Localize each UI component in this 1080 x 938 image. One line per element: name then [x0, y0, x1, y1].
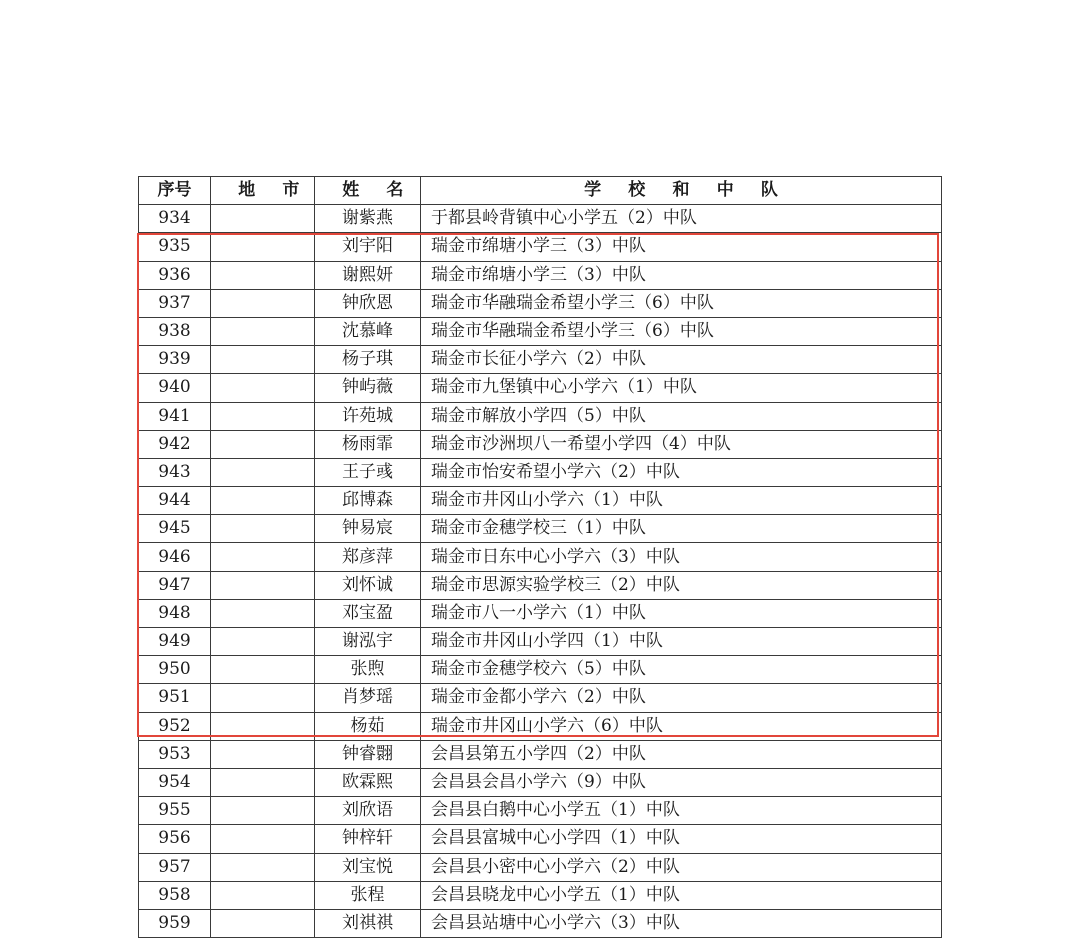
table-row [139, 374, 942, 402]
row-city [211, 233, 315, 261]
row-name: 谢泓宇 [315, 628, 421, 656]
row-name: 张煦 [315, 656, 421, 684]
row-school: 瑞金市怡安希望小学六（2）中队 [421, 458, 942, 486]
table-row [139, 317, 942, 345]
row-name: 杨雨霏 [315, 430, 421, 458]
row-city [211, 543, 315, 571]
row-school: 瑞金市井冈山小学六（1）中队 [421, 487, 942, 515]
table-body [139, 205, 942, 938]
row-city [211, 712, 315, 740]
row-city [211, 515, 315, 543]
row-name: 钟屿薇 [315, 374, 421, 402]
row-name: 钟欣恩 [315, 289, 421, 317]
table-row [139, 487, 942, 515]
row-school: 瑞金市绵塘小学三（3）中队 [421, 261, 942, 289]
row-name: 王子彧 [315, 458, 421, 486]
row-city [211, 853, 315, 881]
table-row [139, 458, 942, 486]
row-school: 瑞金市思源实验学校三（2）中队 [421, 571, 942, 599]
header-no: 序号 [139, 177, 211, 205]
row-name: 肖梦瑶 [315, 684, 421, 712]
row-number: 945 [139, 515, 211, 543]
row-number: 937 [139, 289, 211, 317]
table-row [139, 684, 942, 712]
row-city [211, 487, 315, 515]
row-school: 会昌县第五小学四（2）中队 [421, 740, 942, 768]
row-number: 958 [139, 881, 211, 909]
table-row [139, 261, 942, 289]
row-city [211, 825, 315, 853]
row-name: 刘祺祺 [315, 909, 421, 937]
row-number: 957 [139, 853, 211, 881]
row-city [211, 289, 315, 317]
header-city: 地市 [211, 177, 315, 205]
row-school: 会昌县白鹅中心小学五（1）中队 [421, 797, 942, 825]
table-row [139, 853, 942, 881]
table-row [139, 289, 942, 317]
row-number: 940 [139, 374, 211, 402]
table-row [139, 515, 942, 543]
row-city [211, 797, 315, 825]
row-name: 杨子琪 [315, 346, 421, 374]
table-row [139, 346, 942, 374]
row-number: 955 [139, 797, 211, 825]
row-city [211, 317, 315, 345]
row-number: 935 [139, 233, 211, 261]
table-row [139, 430, 942, 458]
header-school: 学校和中队 [421, 177, 942, 205]
row-city [211, 571, 315, 599]
row-number: 953 [139, 740, 211, 768]
row-school: 瑞金市九堡镇中心小学六（1）中队 [421, 374, 942, 402]
row-number: 939 [139, 346, 211, 374]
row-school: 瑞金市金穗学校三（1）中队 [421, 515, 942, 543]
row-number: 947 [139, 571, 211, 599]
row-number: 949 [139, 628, 211, 656]
row-number: 938 [139, 317, 211, 345]
row-city [211, 881, 315, 909]
row-number: 936 [139, 261, 211, 289]
row-city [211, 599, 315, 627]
row-school: 瑞金市日东中心小学六（3）中队 [421, 543, 942, 571]
row-number: 934 [139, 205, 211, 233]
row-city [211, 430, 315, 458]
row-number: 941 [139, 402, 211, 430]
row-name: 邓宝盈 [315, 599, 421, 627]
row-city [211, 656, 315, 684]
row-school: 会昌县晓龙中心小学五（1）中队 [421, 881, 942, 909]
row-city [211, 909, 315, 937]
row-name: 郑彦萍 [315, 543, 421, 571]
row-number: 954 [139, 768, 211, 796]
row-school: 瑞金市沙洲坝八一希望小学四（4）中队 [421, 430, 942, 458]
row-city [211, 628, 315, 656]
row-city [211, 740, 315, 768]
row-school: 瑞金市解放小学四（5）中队 [421, 402, 942, 430]
award-list-table-wrap [138, 176, 941, 938]
table-row [139, 543, 942, 571]
row-name: 欧霖熙 [315, 768, 421, 796]
row-city [211, 346, 315, 374]
row-name: 钟睿翾 [315, 740, 421, 768]
row-school: 瑞金市长征小学六（2）中队 [421, 346, 942, 374]
row-name: 刘宇阳 [315, 233, 421, 261]
row-number: 948 [139, 599, 211, 627]
row-name: 张程 [315, 881, 421, 909]
row-name: 沈慕峰 [315, 317, 421, 345]
table-row [139, 628, 942, 656]
table-row [139, 571, 942, 599]
row-name: 谢紫燕 [315, 205, 421, 233]
table-row [139, 599, 942, 627]
row-city [211, 374, 315, 402]
row-school: 瑞金市金都小学六（2）中队 [421, 684, 942, 712]
row-school: 瑞金市华融瑞金希望小学三（6）中队 [421, 289, 942, 317]
row-school: 瑞金市绵塘小学三（3）中队 [421, 233, 942, 261]
table-row [139, 909, 942, 937]
row-number: 946 [139, 543, 211, 571]
table-row [139, 656, 942, 684]
header-name: 姓名 [315, 177, 421, 205]
row-name: 邱博森 [315, 487, 421, 515]
table-row [139, 768, 942, 796]
row-school: 于都县岭背镇中心小学五（2）中队 [421, 205, 942, 233]
row-city [211, 684, 315, 712]
row-school: 瑞金市金穗学校六（5）中队 [421, 656, 942, 684]
row-number: 943 [139, 458, 211, 486]
row-city [211, 402, 315, 430]
row-name: 钟梓轩 [315, 825, 421, 853]
row-number: 952 [139, 712, 211, 740]
row-school: 瑞金市八一小学六（1）中队 [421, 599, 942, 627]
row-name: 钟易宸 [315, 515, 421, 543]
row-number: 944 [139, 487, 211, 515]
row-number: 951 [139, 684, 211, 712]
row-name: 刘宝悦 [315, 853, 421, 881]
table-row [139, 881, 942, 909]
row-name: 刘欣语 [315, 797, 421, 825]
row-city [211, 205, 315, 233]
row-school: 会昌县站塘中心小学六（3）中队 [421, 909, 942, 937]
row-school: 会昌县小密中心小学六（2）中队 [421, 853, 942, 881]
table-row [139, 797, 942, 825]
row-school: 瑞金市井冈山小学四（1）中队 [421, 628, 942, 656]
table-row [139, 712, 942, 740]
header-row [139, 177, 942, 205]
row-school: 会昌县会昌小学六（9）中队 [421, 768, 942, 796]
table-row [139, 402, 942, 430]
row-city [211, 261, 315, 289]
row-name: 许苑城 [315, 402, 421, 430]
row-number: 950 [139, 656, 211, 684]
table-row [139, 205, 942, 233]
row-number: 959 [139, 909, 211, 937]
award-list-table [138, 176, 942, 938]
table-row [139, 825, 942, 853]
row-city [211, 458, 315, 486]
table-row [139, 233, 942, 261]
row-name: 谢熙妍 [315, 261, 421, 289]
row-name: 杨茹 [315, 712, 421, 740]
row-number: 956 [139, 825, 211, 853]
row-school: 瑞金市华融瑞金希望小学三（6）中队 [421, 317, 942, 345]
table-row [139, 740, 942, 768]
row-city [211, 768, 315, 796]
row-school: 瑞金市井冈山小学六（6）中队 [421, 712, 942, 740]
row-name: 刘怀诚 [315, 571, 421, 599]
row-school: 会昌县富城中心小学四（1）中队 [421, 825, 942, 853]
row-number: 942 [139, 430, 211, 458]
